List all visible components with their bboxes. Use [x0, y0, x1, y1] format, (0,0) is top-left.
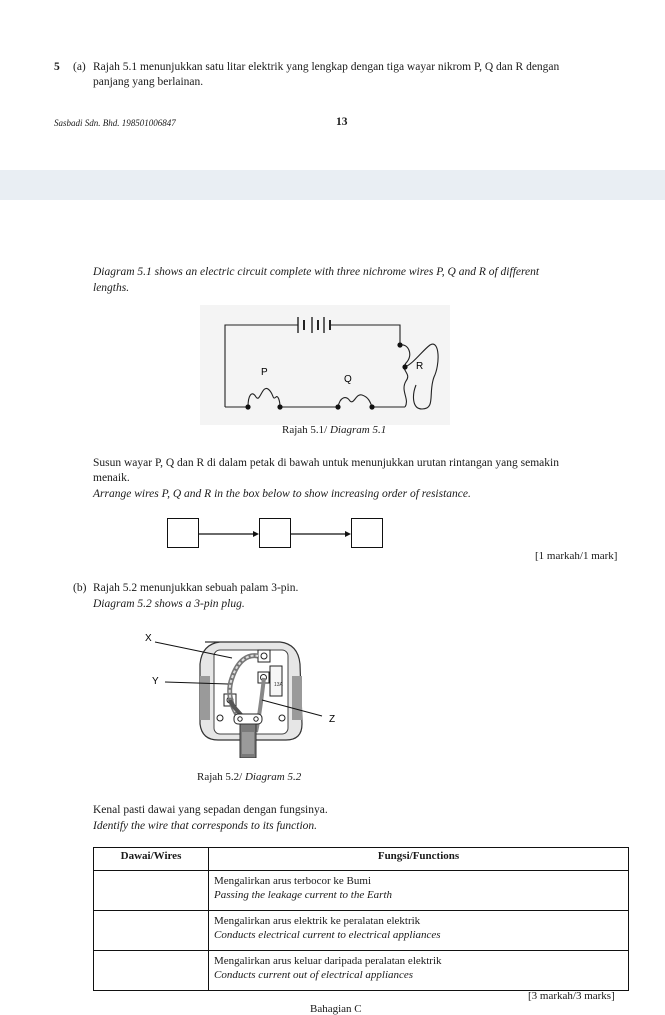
part-b-malay: Rajah 5.2 menunjukkan sebuah palam 3-pin. — [93, 582, 299, 594]
part-a-label: (a) — [73, 61, 86, 73]
wire-answer-cell-1[interactable] — [94, 871, 209, 911]
answer-box-1[interactable] — [167, 518, 199, 548]
arrange-english: Arrange wires P, Q and R in the box below to show increasing order of resistance. — [93, 488, 471, 500]
arrange-malay-line1: Susun wayar P, Q dan R di dalam petak di bawah untuk menunjukkan urutan rintangan yang semakin — [93, 457, 559, 469]
marks-part-a: [1 markah/1 mark] — [535, 550, 618, 562]
wire-function-table — [93, 847, 629, 991]
function-cell — [209, 951, 629, 991]
header-functions: Fungsi/Functions — [209, 848, 629, 871]
page-separator — [0, 170, 665, 200]
function-cell — [209, 871, 629, 911]
label-z: Z — [329, 714, 336, 725]
caption-en: Diagram 5.1 — [329, 424, 387, 436]
box-arrows — [199, 528, 352, 540]
function-ms: Mengalirkan arus elektrik ke peralatan elektrik — [214, 915, 421, 927]
caption2-en: Diagram 5.2 — [244, 771, 302, 783]
function-en: Passing the leakage current to the Earth — [214, 889, 393, 901]
wire-answer-cell-3[interactable] — [94, 951, 209, 991]
label-y: Y — [152, 676, 159, 687]
arrange-malay-line2: menaik. — [93, 472, 130, 484]
bottom-cut-text: Bahagian C — [310, 1003, 362, 1015]
question-number: 5 — [54, 61, 60, 73]
marks-part-b: [3 markah/3 marks] — [528, 990, 615, 1002]
function-en: Conducts electrical current to electrical appliances — [214, 929, 441, 941]
label-x: X — [145, 633, 152, 644]
label-p: P — [261, 367, 268, 378]
label-q: Q — [344, 374, 352, 385]
part-b-label: (b) — [73, 582, 87, 594]
function-ms: Mengalirkan arus terbocor ke Bumi — [214, 875, 372, 887]
part-a-malay-line1: Rajah 5.1 menunjukkan satu litar elektrik yang lengkap dengan tiga wayar nikrom P, Q dan R dengan — [93, 61, 560, 73]
caption-ms: Rajah 5.1/ — [282, 424, 328, 436]
publisher-footer: Sasbadi Sdn. Bhd. 198501006847 — [54, 118, 176, 128]
identify-malay: Kenal pasti dawai yang sepadan dengan fungsinya. — [93, 804, 328, 816]
table-row — [94, 911, 629, 951]
function-ms: Mengalirkan arus keluar daripada peralatan elektrik — [214, 955, 442, 967]
page-number: 13 — [336, 116, 348, 128]
diagram-5-1-caption — [282, 424, 386, 436]
part-b-english: Diagram 5.2 shows a 3-pin plug. — [93, 598, 245, 610]
header-wires: Dawai/Wires — [94, 848, 209, 871]
part-a-english-line1: Diagram 5.1 shows an electric circuit complete with three nichrome wires P, Q and R of different — [93, 266, 540, 278]
part-a-malay-line2: panjang yang berlainan. — [93, 76, 204, 88]
function-cell — [209, 911, 629, 951]
identify-english: Identify the wire that corresponds to its function. — [93, 820, 318, 832]
part-a-english-line2: lengths. — [93, 282, 130, 294]
wire-answer-cell-2[interactable] — [94, 911, 209, 951]
answer-box-3[interactable] — [351, 518, 383, 548]
table-row — [94, 951, 629, 991]
plug-diagram — [140, 628, 340, 758]
circuit-diagram — [200, 305, 450, 425]
function-en: Conducts current out of electrical appliances — [214, 969, 414, 981]
diagram-5-2-caption — [197, 771, 301, 783]
table-row — [94, 871, 629, 911]
svg-text:13A: 13A — [274, 682, 283, 688]
label-r: R — [416, 361, 424, 372]
caption2-ms: Rajah 5.2/ — [197, 771, 243, 783]
